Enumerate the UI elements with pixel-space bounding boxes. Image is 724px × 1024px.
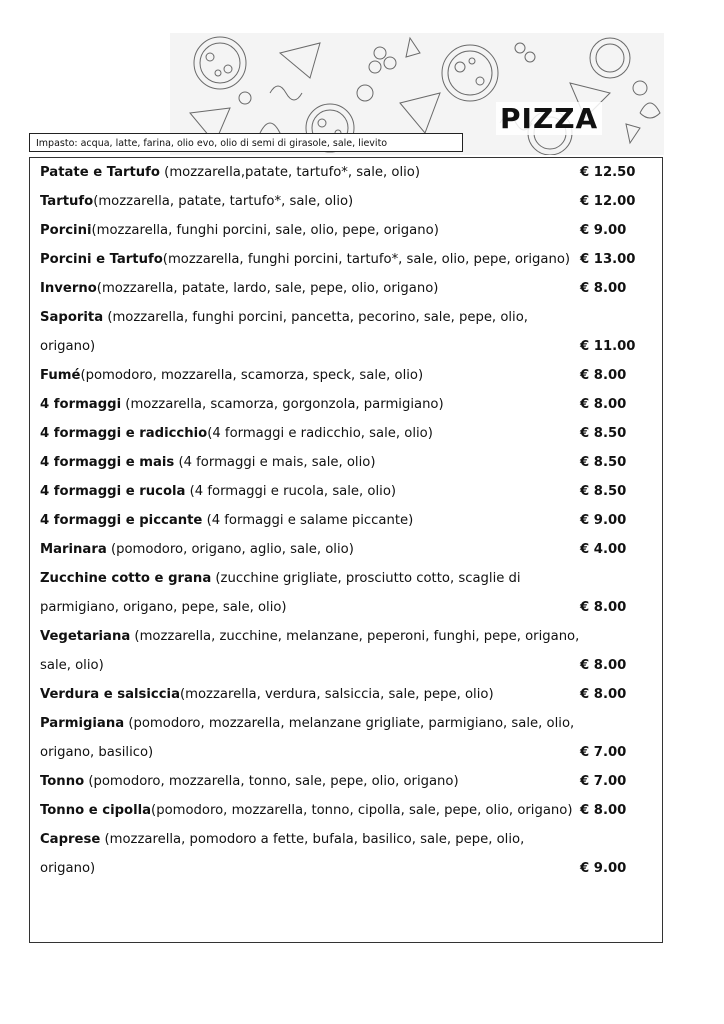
menu-item-ingredients: (pomodoro, origano, aglio, sale, olio) — [106, 542, 354, 557]
menu-item-price: € 8.00 — [580, 368, 627, 383]
menu-item — [30, 448, 662, 477]
menu-item-description — [40, 303, 580, 361]
menu-item — [30, 390, 662, 419]
menu-item — [30, 564, 662, 622]
menu-item-description — [40, 390, 580, 419]
menu-item-description — [40, 506, 580, 535]
menu-item-name: Tonno — [40, 774, 85, 789]
menu-item-price: € 8.50 — [580, 484, 627, 499]
menu-item — [30, 361, 662, 390]
menu-item — [30, 622, 662, 680]
menu-item-name: Tonno e cipolla — [40, 803, 152, 818]
menu-item-ingredients: (mozzarella, patate, tartufo*, sale, olio) — [93, 194, 354, 209]
menu-item-price: € 8.00 — [580, 281, 627, 296]
menu-item-price: € 8.00 — [580, 687, 627, 702]
menu-item-description — [40, 216, 580, 245]
menu-item-description — [40, 448, 580, 477]
menu-item-price: € 8.50 — [580, 426, 627, 441]
menu-item — [30, 187, 662, 216]
dough-ingredients-note: Impasto: acqua, latte, farina, olio evo, olio di semi di girasole, sale, lievito — [29, 133, 463, 152]
menu-item-ingredients: (pomodoro, mozzarella, tonno, sale, pepe, olio, origano) — [84, 774, 459, 789]
menu-item — [30, 535, 662, 564]
menu-item-price: € 4.00 — [580, 542, 627, 557]
menu-item-name: 4 formaggi e radicchio — [40, 426, 208, 441]
menu-item-ingredients: (mozzarella, verdura, salsiccia, sale, pepe, olio) — [179, 687, 494, 702]
menu-item — [30, 680, 662, 709]
menu-item-description — [40, 419, 580, 448]
menu-item-price: € 13.00 — [580, 252, 636, 267]
menu-item-description — [40, 535, 580, 564]
menu-item-ingredients: (pomodoro, mozzarella, tonno, cipolla, sale, pepe, olio, origano) — [151, 803, 573, 818]
menu-item — [30, 767, 662, 796]
menu-item-price: € 7.00 — [580, 745, 627, 760]
menu-item — [30, 274, 662, 303]
menu-item — [30, 158, 662, 187]
menu-item-name: Porcini — [40, 223, 92, 238]
menu-item-ingredients: (mozzarella, pomodoro a fette, bufala, basilico, sale, pepe, olio, origano) — [40, 832, 525, 876]
menu-item-ingredients: (mozzarella, funghi porcini, pancetta, pecorino, sale, pepe, olio, origano) — [40, 310, 528, 354]
menu-item-name: 4 formaggi e mais — [40, 455, 175, 470]
menu-item-name: Inverno — [40, 281, 97, 296]
menu-item-ingredients: (mozzarella, patate, lardo, sale, pepe, olio, origano) — [96, 281, 439, 296]
menu-item-price: € 12.50 — [580, 165, 636, 180]
menu-item-description — [40, 709, 580, 767]
menu-item-description — [40, 767, 580, 796]
menu-item-name: Porcini e Tartufo — [40, 252, 163, 267]
menu-item-name: 4 formaggi e rucola — [40, 484, 186, 499]
menu-item-ingredients: (mozzarella,patate, tartufo*, sale, olio) — [159, 165, 420, 180]
menu-item-price: € 7.00 — [580, 774, 627, 789]
menu-item-ingredients: (4 formaggi e rucola, sale, olio) — [185, 484, 397, 499]
menu-item-ingredients: (mozzarella, zucchine, melanzane, peperoni, funghi, pepe, origano, sale, olio) — [40, 629, 580, 673]
menu-item-price: € 8.50 — [580, 455, 627, 470]
menu-item-price: € 9.00 — [580, 861, 627, 876]
menu-item-description — [40, 825, 580, 883]
menu-item-name: Verdura e salsiccia — [40, 687, 180, 702]
menu-item-price: € 11.00 — [580, 339, 636, 354]
menu-item-name: Parmigiana — [40, 716, 125, 731]
menu-item-ingredients: (pomodoro, mozzarella, scamorza, speck, sale, olio) — [80, 368, 424, 383]
menu-item-name: Saporita — [40, 310, 104, 325]
menu-item-price: € 8.00 — [580, 658, 627, 673]
menu-item-price: € 8.00 — [580, 803, 627, 818]
menu-item-ingredients: (pomodoro, mozzarella, melanzane grigliate, parmigiano, sale, olio, origano, basilico) — [40, 716, 575, 760]
menu-item-name: Patate e Tartufo — [40, 165, 160, 180]
menu-item — [30, 796, 662, 825]
menu-item-description — [40, 274, 580, 303]
menu-item-ingredients: (mozzarella, funghi porcini, tartufo*, sale, olio, pepe, origano) — [162, 252, 571, 267]
menu-item-ingredients: (mozzarella, scamorza, gorgonzola, parmigiano) — [121, 397, 444, 412]
menu-item-ingredients: (zucchine grigliate, prosciutto cotto, scaglie di parmigiano, origano, pepe, sale, olio) — [40, 571, 521, 615]
menu-item — [30, 303, 662, 361]
menu-item — [30, 216, 662, 245]
menu-item-price: € 9.00 — [580, 223, 627, 238]
menu-item — [30, 245, 662, 274]
menu-item-description — [40, 564, 580, 622]
menu-item — [30, 506, 662, 535]
menu-item-description — [40, 361, 580, 390]
menu-item-name: Caprese — [40, 832, 101, 847]
menu-item-price: € 9.00 — [580, 513, 627, 528]
menu-item-name: Vegetariana — [40, 629, 131, 644]
menu-item-price: € 12.00 — [580, 194, 636, 209]
menu-item-description — [40, 680, 580, 709]
menu-item-price: € 8.00 — [580, 600, 627, 615]
menu-item-description — [40, 477, 580, 506]
menu-item — [30, 419, 662, 448]
menu-item-name: Marinara — [40, 542, 107, 557]
menu-item-description — [40, 158, 580, 187]
menu-item — [30, 477, 662, 506]
menu-item-ingredients: (mozzarella, funghi porcini, sale, olio, pepe, origano) — [91, 223, 439, 238]
menu-list — [29, 157, 663, 943]
menu-item-ingredients: (4 formaggi e salame piccante) — [202, 513, 414, 528]
menu-item-name: 4 formaggi e piccante — [40, 513, 203, 528]
menu-item-price: € 8.00 — [580, 397, 627, 412]
menu-item-name: Tartufo — [40, 194, 94, 209]
menu-item-name: 4 formaggi — [40, 397, 122, 412]
menu-item — [30, 825, 662, 883]
menu-item-name: Fumé — [40, 368, 81, 383]
menu-item-ingredients: (4 formaggi e mais, sale, olio) — [174, 455, 376, 470]
menu-item-description — [40, 187, 580, 216]
menu-item-name: Zucchine cotto e grana — [40, 571, 212, 586]
menu-item-description — [40, 622, 580, 680]
menu-item-ingredients: (4 formaggi e radicchio, sale, olio) — [207, 426, 433, 441]
menu-item-description — [40, 245, 580, 274]
page-title: PIZZA — [496, 102, 602, 135]
menu-item-description — [40, 796, 580, 825]
menu-item — [30, 709, 662, 767]
